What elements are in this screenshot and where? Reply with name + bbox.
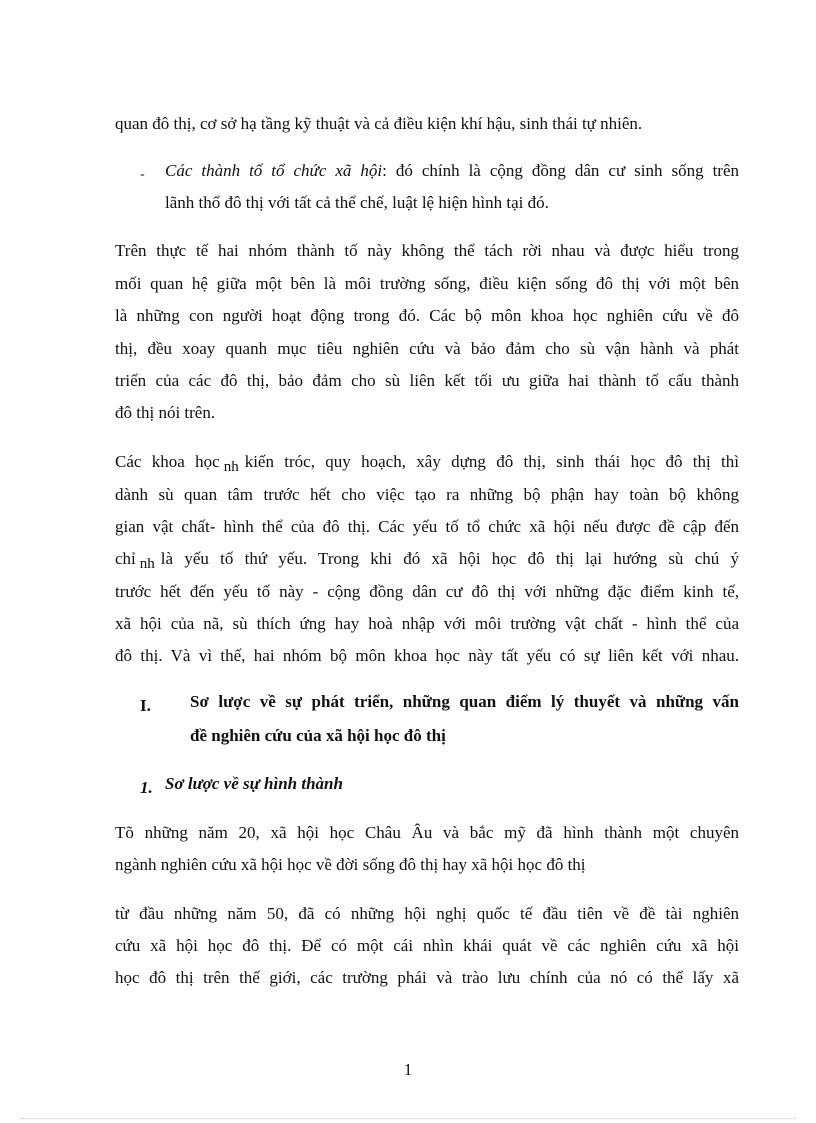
paragraph-line: triển của các đô thị, bảo đảm cho sù liên kết tối ưu giữa hai thành tố cấu thành (115, 371, 739, 390)
section-heading: Sơ lược về sự phát triển, những quan điểm lý thuyết và những vấn (190, 692, 739, 711)
paragraph-line: xã hội của nã, sù thích ứng hay hoà nhập với môi trường vật chất - hình thể của (115, 614, 739, 633)
bullet-line: lãnh thổ đô thị với tất cả thể chế, luật lệ hiện hình tại đó. (165, 193, 549, 212)
bullet-text: : đó chính là cộng đồng dân cư sinh sống trên (382, 161, 740, 180)
paragraph-line: học đô thị trên thế giới, các trường phái và trào lưu chính của nó có thể lấy xã (115, 968, 739, 987)
paragraph-line: đô thị nói trên. (115, 403, 216, 422)
paragraph-line: từ đầu những năm 50, đã có những hội nghị quốc tế đầu tiên về đề tài nghiên (115, 904, 739, 923)
bullet-line (165, 161, 739, 181)
page-bottom-divider (20, 1118, 796, 1119)
paragraph-line: dành sù quan tâm trước hết cho việc tạo ra những bộ phận hay toàn bộ không (115, 485, 739, 504)
paragraph-line: mối quan hệ giữa một bên là môi trường sống, điều kiện sống đô thị với một bên (115, 274, 739, 293)
subheading-number: 1. (140, 778, 153, 797)
paragraph-line: cứu xã hội học đô thị. Để có một cái nhìn khái quát về các nghiên cứu xã hội (115, 936, 739, 955)
text-run: chỉ (115, 549, 136, 568)
bullet-mark: - (140, 167, 145, 182)
text-run: là yếu tố thứ yếu. Trong khi đó xã hội học đô thị lại hướng sù chú ý (160, 549, 739, 568)
paragraph-line: gian vật chất- hình thể của đô thị. Các yếu tố tổ chức xã hội nếu được đề cập đến (115, 517, 739, 536)
paragraph-line: Trên thực tế hai nhóm thành tố này không thể tách rời nhau và được hiểu trong (115, 241, 739, 260)
paragraph-line: trước hết đến yếu tố này - cộng đồng dân cư đô thị với những đặc điểm kinh tế, (115, 582, 739, 601)
section-heading: đề nghiên cứu của xã hội học đô thị (190, 726, 446, 745)
text-fragment: nh (223, 459, 239, 475)
paragraph-line (115, 452, 739, 473)
text-run: kiến tróc, quy hoạch, xây dựng đô thị, sinh thái học đô thị thì (244, 452, 739, 471)
text-run: Các khoa học (115, 452, 220, 471)
page-number: 1 (403, 1060, 413, 1079)
bullet-term: Các thành tố tổ chức xã hội (165, 161, 383, 180)
paragraph-line: Tõ những năm 20, xã hội học Châu Âu và bắc mỹ đã hình thành một chuyên (115, 823, 739, 842)
paragraph-line: là những con người hoạt động trong đó. Các bộ môn khoa học nghiên cứu về đô (115, 306, 739, 325)
paragraph-line: quan đô thị, cơ sở hạ tầng kỹ thuật và cả điều kiện khí hậu, sinh thái tự nhiên. (115, 114, 643, 133)
paragraph-line (115, 549, 739, 570)
text-fragment: nh (139, 556, 155, 572)
paragraph-line: ngành nghiên cứu xã hội học về đời sống đô thị hay xã hội học đô thị (115, 855, 586, 874)
paragraph-line: thị, đều xoay quanh mục tiêu nghiên cứu và bảo đảm cho sù vận hành và phát (115, 339, 739, 358)
heading-number: I. (140, 696, 151, 715)
paragraph-line: đô thị. Và vì thế, hai nhóm bộ môn khoa học này tất yếu có sự liên kết với nhau. (115, 646, 739, 665)
subsection-heading: Sơ lược về sự hình thành (165, 774, 343, 793)
